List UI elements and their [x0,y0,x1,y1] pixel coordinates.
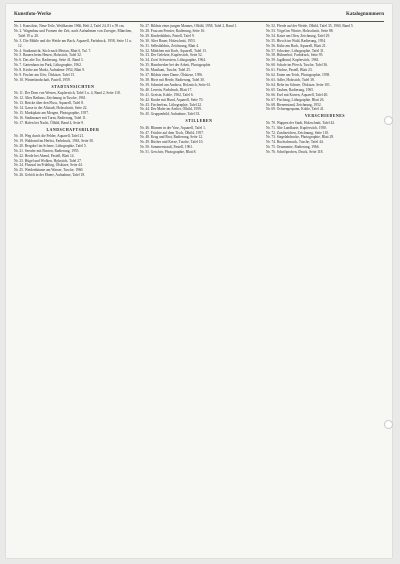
text-column-1 [14,24,132,552]
catalog-entry: Nr. 10. Winterlandschaft, Pastell, 1959. [14,77,71,82]
catalog-entry: Nr. 17. Hafen bei Nacht, Ölbild, Band 4, Seite 9. [14,120,84,125]
catalog-entry: Nr. 1. Kunstfoto, Neue Teile, Weißkasten 1966, Heft 2, Tafel 24, 81 x 59 cm. [14,24,125,28]
catalog-entry: Nr. 11. Der Dom von Westen, Kupferstich, Tafel 3 u. 4, Band 2, Seite 118. [14,91,121,96]
catalog-entry: Nr. 48. Krug und Brot, Radierung, Seite 12. [140,135,203,140]
catalog-entry: Nr. 73. Siegelabdrucke, Photographie, Blatt 29. [266,135,335,140]
catalog-entry: Nr. 41. Greisin, Kohle, 1962, Tafel 6. [140,92,194,97]
catalog-entry: Nr. 57. Schwäne, Lithographie, Tafel 31. [266,48,325,53]
catalog-entry: Nr. 47. Früchte auf dem Tisch, Ölbild, 1957. [140,130,204,135]
catalog-entry: Nr. 25. Weidenbäume am Wasser, Tusche, 1960. [14,168,84,173]
catalog-entry: Nr. 58. Hühnerhof, Farbdruck, Seite 95. [266,53,324,58]
section-heading: VERSCHIEDENES [304,114,346,119]
catalog-entry: Nr. 27. Bildnis eines jungen Mannes, Ölbild, 1958, Tafel 2, Band 1. [140,24,238,28]
catalog-entry: Nr. 35. Handwerker bei der Arbeit, Photographie. [140,63,212,68]
catalog-entry: Nr. 68. Bienenstand, Zeichnung, 1952. [266,102,322,107]
catalog-entry: Nr. 59. Jagdhund, Kupferstich, 1963. [266,58,320,63]
catalog-entry: Nr. 12. Altes Rathaus, Zeichnung in Tusche, 1961. [14,96,87,101]
catalog-entry: Nr. 50. Sommerstrauß, Pastell, 1961. [140,145,194,150]
section-heading: STADTANSICHTEN [51,84,95,89]
catalog-entry: Nr. 62. Enten am Teich, Photographie, 1958. [266,73,331,78]
catalog-entry: Nr. 33. Der Gelehrte, Kupferstich, Seite 52. [140,53,203,58]
catalog-entry: Nr. 72. Zunftzeichen, Zeichnung, Seite 110. [266,130,329,135]
catalog-entry: Nr. 29. Kinderbildnis, Pastell, Tafel 9. [140,33,195,38]
catalog-entry: Nr. 75. Ornamente, Radierung, 1966. [266,145,320,150]
catalog-entry: Nr. 40. Leserin, Farbdruck, Blatt 17. [140,87,193,92]
catalog-entry: Nr. 56. Kühe am Bach, Aquarell, Blatt 21. [266,43,327,48]
catalog-entry: Nr. 39. Schmied am Amboss, Holzstich, Seite 61. [140,82,212,87]
catalog-entry: Nr. 15. Marktplatz am Morgen, Photographie, 1957. [14,110,89,115]
catalog-entry: Nr. 16. Stadtmauer mit Turm, Radierung, Tafel 11. [14,115,87,120]
catalog-entry: Nr. 38. Hirte mit Herde, Radierung, Tafel 30. [140,77,205,82]
catalog-entry: Nr. 74. Buchschmuck, Tusche, Tafel 44. [266,140,324,145]
page-header [14,10,384,20]
catalog-entry: Nr. 60. Schafe im Pferch, Tusche, Tafel 36. [266,63,328,68]
catalog-entry: Nr. 6. Das alte Tor, Radierung, Seite 41, Band 3. [14,58,84,63]
catalog-entry: Nr. 7. Gartenhaus im Park, Lithographie, 1962. [14,63,82,68]
catalog-entry: Nr. 3. Die Mühle und die Weide am Bach, Aquarell, Farbdruck, 1958, Seite 11 u. 12. [14,38,132,48]
catalog-entry: Nr. 70. Wappen der Stadt, Holzschnitt, Tafel 42. [266,120,335,125]
catalog-entry: Nr. 18. Weg durch die Felder, Aquarell, Tafel 21. [14,134,85,139]
catalog-entry: Nr. 66. Esel mit Karren, Aquarell, Tafel 40. [266,92,329,97]
catalog-entry: Nr. 67. Fischzug, Lithographie, Blatt 26. [266,97,325,102]
header-left-title: Kunstfoto-Werke [14,12,52,17]
catalog-entry: Nr. 69. Ochsengespann, Kohle, Tafel 41. [266,107,325,112]
catalog-entry: Nr. 21. Seeufer mit Booten, Radierung, 1955. [14,148,80,153]
catalog-entry: Nr. 9. Fischer am Ufer, Ölskizze, Tafel 15. [14,73,76,78]
catalog-entry: Nr. 55. Hirsch im Wald, Radierung, 1954. [266,38,327,43]
catalog-entry: Nr. 53. Vögel im Winter, Holzschnitt, Seite 88. [266,28,334,33]
catalog-entry: Nr. 37. Bildnis einer Dame, Ölskizze, 1956. [140,73,203,78]
catalog-entry: Nr. 42. Knabe mit Hund, Aquarell, Seite 70. [140,97,204,102]
catalog-entry: Nr. 19. Waldrand im Herbst, Farbdruck, 1963, Seite 30. [14,138,94,143]
section-heading: LANDSCHAFTSBILDER [46,127,100,132]
catalog-entry: Nr. 23. Hügel und Wolken, Holzstich, Tafel 27. [14,158,82,163]
catalog-entry: Nr. 14. Gasse in der Altstadt, Holzschnitt, Seite 22. [14,106,88,110]
catalog-entry: Nr. 65. Tauben, Radierung, 1965. [266,87,314,92]
catalog-entry: Nr. 64. Rehe im Schnee, Ölskizze, Seite 101. [266,82,331,87]
binder-hole-bottom [384,420,393,429]
catalog-entry: Nr. 51. Geschirr, Photographie, Blatt 8. [140,150,197,155]
catalog-entry: Nr. 76. Schriftproben, Druck, Seite 118. [266,150,324,155]
section-heading: STILLEBEN [185,119,213,124]
catalog-entry: Nr. 26. Gehöft in der Ebene, Aufnahme, Tafel 18. [14,173,86,178]
document-page [6,4,392,558]
catalog-entry: Nr. 31. Selbstbildnis, Zeichnung, Blatt 4. [140,43,199,48]
catalog-entry: Nr. 45. Gruppenbild, Aufnahme, Tafel 33. [140,112,201,117]
text-column-2 [140,24,258,552]
header-rule [14,21,384,22]
catalog-entry: Nr. 46. Blumen in der Vase, Aquarell, Tafel 1. [140,125,206,130]
catalog-entry: Nr. 2. Wagenbau und Formen der Zeit, nach Aufnahmen von Zwerger, München, Tafel 19 u. 20. [14,28,132,38]
catalog-entry: Nr. 61. Füchse, Pastell, Blatt 23. [266,68,313,73]
catalog-entry: Nr. 4. Stadtansicht, Stich nach Merian, Blatt 6, Taf. 7. [14,48,92,53]
catalog-entry: Nr. 44. Der Maler im Atelier, Ölbild, 1959. [140,107,202,112]
catalog-entry: Nr. 22. Heide bei Abend, Pastell, Blatt 14. [14,153,75,158]
text-column-3 [266,24,384,552]
catalog-entry: Nr. 8. Kirche am Markt, Aufnahme 1954, Blatt 9. [14,68,85,73]
catalog-entry: Nr. 30. Alter Bauer, Holzschnitt, 1953. [140,38,196,43]
catalog-entry: Nr. 28. Frau am Fenster, Radierung, Seite 16. [140,28,206,33]
catalog-entry: Nr. 36. Musikant, Tusche, Tafel 25. [140,68,191,73]
catalog-entry: Nr. 54. Katze am Ofen, Zeichnung, Tafel 29. [266,33,331,38]
catalog-entry: Nr. 20. Bergdorf im Schnee, Lithographie, Tafel 5. [14,143,87,148]
catalog-entry: Nr. 52. Pferde auf der Weide, Ölbild, Tafel 35, 1960, Band 5. [266,24,354,28]
catalog-entry: Nr. 63. Adler, Holzstich, Tafel 38. [266,77,315,82]
catalog-entry: Nr. 49. Bücher und Kerze, Tusche, Tafel 10. [140,140,204,145]
catalog-entry: Nr. 34. Zwei Schwestern, Lithographie, 1964. [140,58,206,63]
catalog-entry: Nr. 43. Fischerfrau, Lithographie, Tafel 22. [140,102,202,107]
catalog-entry: Nr. 71. Alte Landkarte, Kupferstich, 1950. [266,125,327,130]
catalog-entry: Nr. 5. Bauern beim Heuen, Holzstich, Tafel 32. [14,53,82,58]
binder-hole-top [384,116,393,125]
catalog-entry: Nr. 24. Flusstal im Frühling, Ölskizze, Seite 44. [14,163,83,168]
catalog-entry: Nr. 32. Mädchen mit Korb, Aquarell, Tafel 13. [140,48,207,53]
catalog-entry: Nr. 13. Brücke über den Fluss, Aquarell, Tafel 8. [14,101,84,106]
header-right-title: Katalognummern [345,12,384,17]
